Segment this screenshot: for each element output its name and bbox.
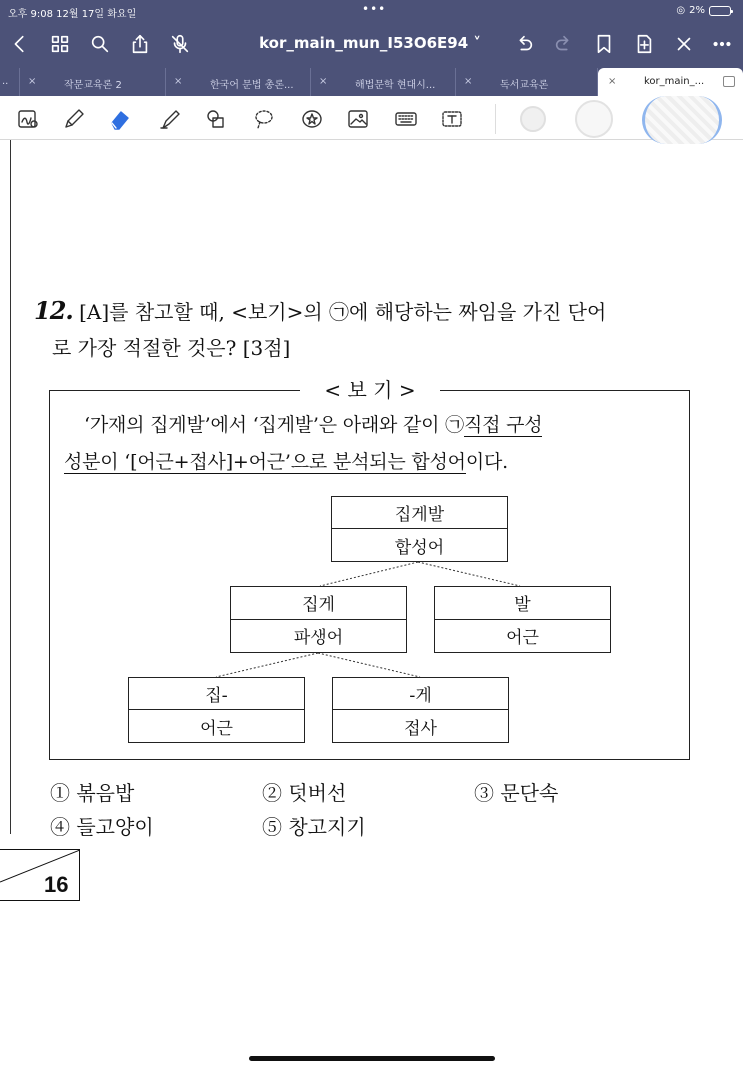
mic-off-icon[interactable] xyxy=(166,30,194,58)
image-icon[interactable] xyxy=(344,105,372,133)
tree-node-left xyxy=(230,586,407,653)
node-type: 파생어 xyxy=(293,628,344,649)
document-title[interactable]: kor_main_mun_I53O6E94 ˅ xyxy=(259,34,481,52)
tab-close-icon[interactable]: × xyxy=(319,76,328,87)
battery-text: 2% xyxy=(689,5,705,16)
tab-layout-icon[interactable] xyxy=(723,76,735,87)
app-header xyxy=(0,0,743,96)
node-word: 집게발 xyxy=(332,497,507,529)
nav-bar xyxy=(0,22,743,66)
tab-document-active[interactable] xyxy=(598,68,743,96)
share-icon[interactable] xyxy=(126,30,154,58)
size-swatch[interactable] xyxy=(575,100,613,138)
lasso-icon[interactable] xyxy=(250,105,278,133)
search-icon[interactable] xyxy=(86,30,114,58)
toolbar-divider xyxy=(495,104,496,134)
shapes-icon[interactable] xyxy=(202,105,230,133)
redo-icon[interactable] xyxy=(550,30,578,58)
undo-icon[interactable] xyxy=(510,30,538,58)
tab-document[interactable] xyxy=(456,68,598,96)
tab-close-icon[interactable]: × xyxy=(174,76,183,87)
node-type: 어근 xyxy=(506,628,539,649)
question-number: 12. xyxy=(34,296,73,325)
add-page-icon[interactable] xyxy=(630,30,658,58)
home-indicator[interactable] xyxy=(249,1056,495,1061)
question-line-2: 로 가장 적절한 것은? [3점] xyxy=(52,336,291,360)
tab-label: 한국어 문법 총론... xyxy=(210,80,294,91)
tab-document[interactable] xyxy=(311,68,456,96)
page-margin-line xyxy=(10,140,11,834)
question-12 xyxy=(34,293,714,366)
bogi-underlined: 성분이 ‘[어근+접사]+어근’으로 분석되는 합성어 xyxy=(64,451,466,473)
question-text: [A]를 참고할 때, <보기>의 ㉠에 해당하는 짜임을 가진 단어 xyxy=(72,300,607,324)
color-swatch[interactable] xyxy=(520,106,546,132)
tab-overflow[interactable]: .. xyxy=(0,68,20,96)
back-icon[interactable] xyxy=(6,30,34,58)
pen-icon[interactable] xyxy=(60,105,88,133)
tree-node-left-right xyxy=(332,677,509,743)
node-word: -게 xyxy=(333,678,508,710)
option-3[interactable]: ③ 문단속 xyxy=(474,781,559,805)
opacity-swatch[interactable] xyxy=(642,96,722,144)
tab-label: 독서교육론 xyxy=(500,80,549,91)
bookmark-icon[interactable] xyxy=(590,30,618,58)
option-1[interactable]: ① 볶음밥 xyxy=(50,781,135,805)
close-icon[interactable] xyxy=(670,30,698,58)
node-type: 어근 xyxy=(200,718,233,739)
eraser-icon[interactable] xyxy=(106,105,134,133)
keyboard-icon[interactable] xyxy=(392,105,420,133)
page-number: 16 xyxy=(44,872,69,897)
bogi-text-part: ‘가재의 집게발’에서 ‘집게발’은 아래와 같이 ㉠ xyxy=(84,414,464,436)
option-2[interactable]: ② 덧버선 xyxy=(262,781,347,805)
tab-document[interactable] xyxy=(20,68,166,96)
tab-bar xyxy=(0,66,743,96)
tree-node-left-left xyxy=(128,677,305,743)
node-type: 접사 xyxy=(404,718,437,739)
bogi-underlined: 직접 구성 xyxy=(463,414,543,436)
question-line-1 xyxy=(34,293,714,330)
read-mode-icon[interactable] xyxy=(14,105,42,133)
tab-label: 해법문학 현대시... xyxy=(355,80,436,91)
tree-node-right xyxy=(434,586,611,653)
highlighter-icon[interactable] xyxy=(156,105,184,133)
wifi-icon: ◎ xyxy=(676,5,686,16)
bogi-text xyxy=(64,407,684,481)
option-4[interactable]: ④ 들고양이 xyxy=(50,815,154,839)
node-word: 집- xyxy=(129,678,304,710)
sticker-icon[interactable] xyxy=(298,105,326,133)
tab-label: kor_main_... xyxy=(644,76,705,87)
multitask-dots[interactable]: ••• xyxy=(362,2,387,16)
grid-icon[interactable] xyxy=(46,30,74,58)
tab-label: 작문교육론 2 xyxy=(64,80,122,91)
tab-document[interactable] xyxy=(166,68,311,96)
tab-close-icon[interactable]: × xyxy=(464,76,473,87)
status-indicators xyxy=(676,5,731,16)
tab-close-icon[interactable]: × xyxy=(608,76,617,87)
more-icon[interactable] xyxy=(708,30,736,58)
tree-node-root xyxy=(331,496,508,562)
status-time: 오후 9:08 12월 17일 화요일 xyxy=(8,9,137,20)
text-box-icon[interactable] xyxy=(438,105,466,133)
bogi-text-part: 이다. xyxy=(465,451,508,473)
node-type: 합성어 xyxy=(394,537,445,558)
option-5[interactable]: ⑤ 창고지기 xyxy=(262,815,366,839)
annotation-toolbar xyxy=(0,96,743,140)
tab-close-icon[interactable]: × xyxy=(28,76,37,87)
status-bar xyxy=(0,0,743,22)
node-word: 집게 xyxy=(231,587,406,620)
bogi-title: < 보 기 > xyxy=(300,378,440,402)
battery-icon xyxy=(709,6,731,16)
node-word: 발 xyxy=(435,587,610,620)
